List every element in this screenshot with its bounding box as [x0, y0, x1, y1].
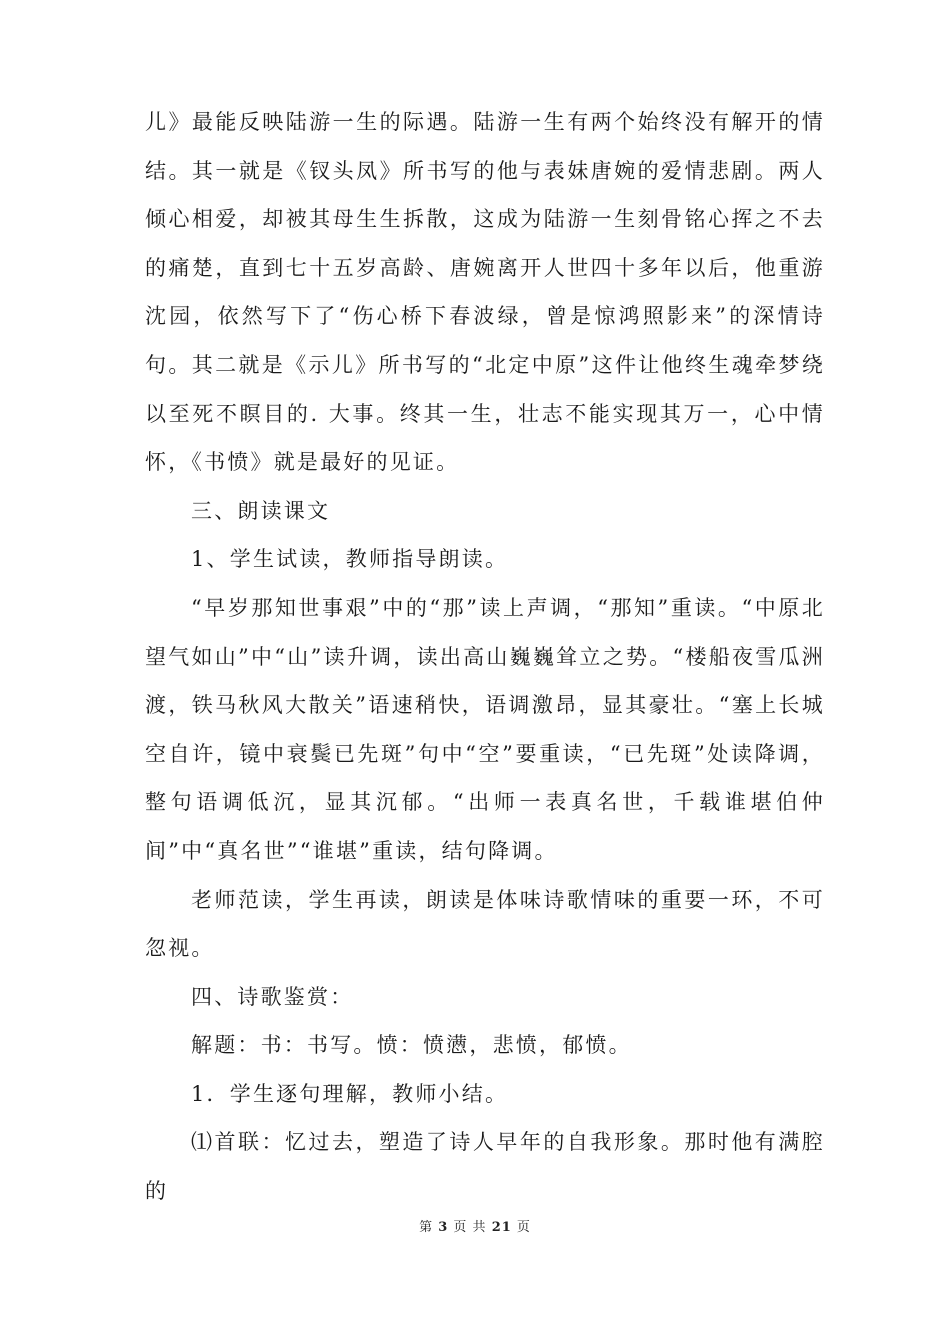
- footer-total-pages: 21: [491, 1220, 512, 1235]
- paragraph-teacher-demo: 老师范读，学生再读，朗读是体味诗歌情味的重要一环，不可忽视。: [145, 887, 825, 961]
- paragraph-line-by-line: 1．学生逐句理解，教师小结。: [191, 1081, 509, 1106]
- paragraph-title-explanation: 解题：书：书写。愤：愤懑，悲愤，郁愤。: [191, 1033, 632, 1058]
- footer-suffix: 页: [516, 1220, 531, 1235]
- paragraph-trial-reading: 1、学生试读，教师指导朗读。: [191, 547, 509, 572]
- heading-section-3: 三、朗读课文: [191, 498, 331, 523]
- document-body: [145, 98, 825, 1216]
- heading-section-4: 四、诗歌鉴赏：: [191, 984, 354, 1009]
- paragraph-reading-guidance: “早岁那知世事艰”中的“那”读上声调，“那知”重读。“中原北望气如山”中“山”读升调，读出高山巍巍耸立之势。“楼船夜雪瓜洲渡，铁马秋风大散关”语速稍快，语调激昂，显其豪壮。“塞上长城空自许，镜中衰鬓已先斑”句中“空”要重读，“已先斑”处读降调，整句语调低沉，显其沉郁。“出师一表真名世，千载谁堪伯仲间”中“真名世”“谁堪”重读，结句降调。: [145, 595, 825, 863]
- paragraph-intro-context: 儿》最能反映陆游一生的际遇。陆游一生有两个始终没有解开的情结。其一就是《钗头凤》所书写的他与表妹唐婉的爱情悲剧。两人倾心相爱，却被其母生生拆散，这成为陆游一生刻骨铭心挥之不去的痛楚，直到七十五岁高龄、唐婉离开人世四十多年以后，他重游沈园，依然写下了“伤心桥下春波绿，曾是惊鸿照影来”的深情诗句。其二就是《示儿》所书写的“北定中原”这件让他终生魂牵梦绕以至死不瞑目的. 大事。终其一生，壮志不能实现其万一，心中情怀，《书愤》就是最好的见证。: [145, 110, 825, 475]
- paragraph-first-couplet: ⑴首联：忆过去，塑造了诗人早年的自我形象。那时他有满腔的: [145, 1130, 825, 1204]
- footer-middle: 页 共: [453, 1220, 487, 1235]
- footer-current-page: 3: [438, 1220, 449, 1235]
- footer-prefix: 第: [419, 1220, 434, 1235]
- page-footer: [0, 1216, 950, 1235]
